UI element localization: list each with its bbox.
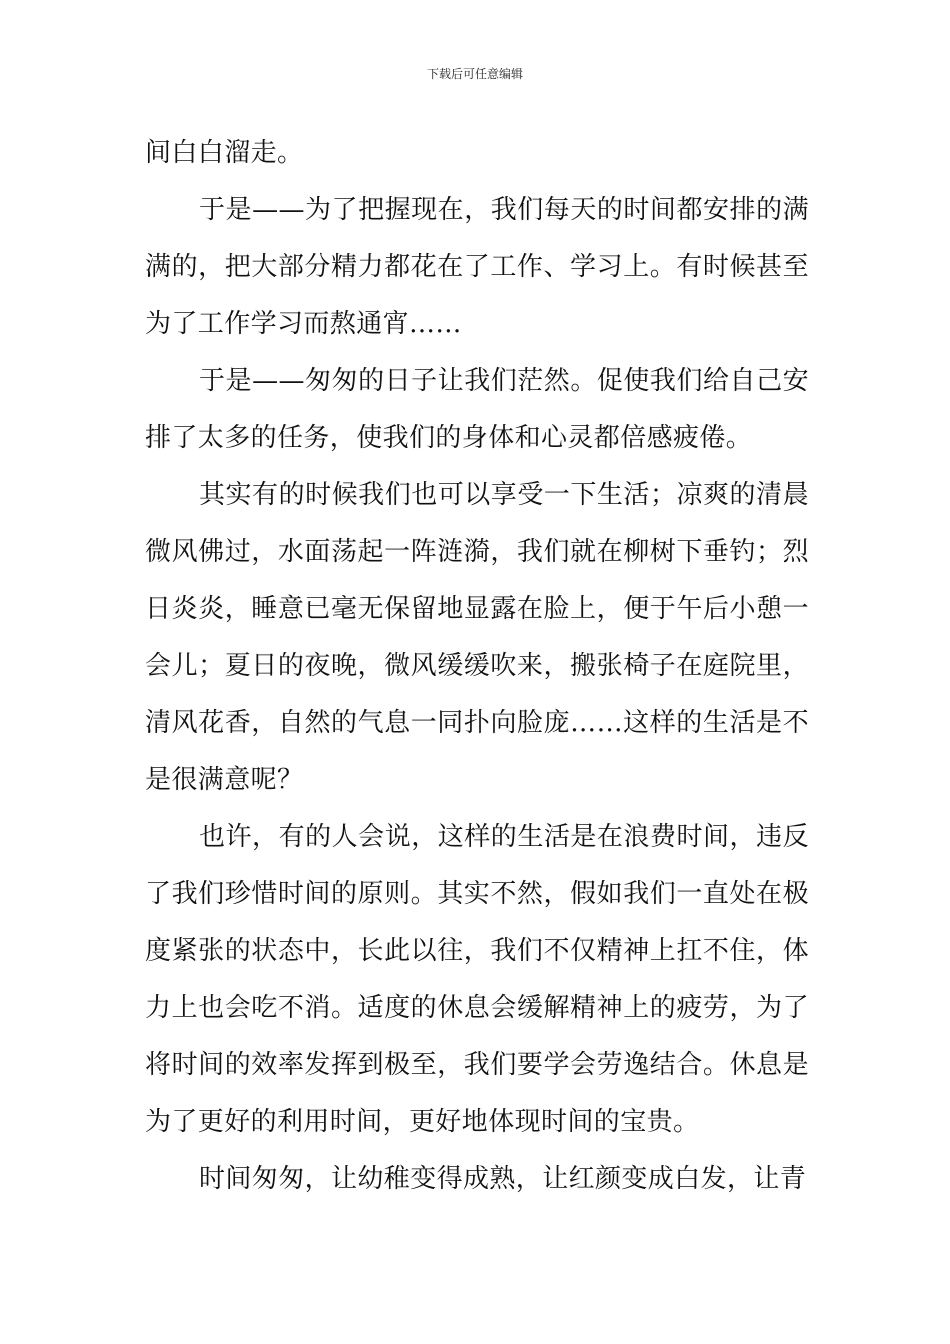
paragraph-2: 于是——为了把握现在，我们每天的时间都安排的满满的，把大部分精力都花在了工作、学习上。有时候甚至为了工作学习而熬通宵……: [145, 195, 809, 339]
page-header-note: 下载后可任意编辑: [426, 67, 523, 81]
paragraph-4: 其实有的时候我们也可以享受一下生活；凉爽的清晨微风佛过，水面荡起一阵涟漪，我们就在柳树下垂钓；烈日炎炎，睡意已毫无保留地显露在脸上，便于午后小憩一会儿；夏日的夜晚，微风缓缓吹来，搬张椅子在庭院里，清风花香，自然的气息一同扑向脸庞……这样的生活是不是很满意呢？: [145, 480, 809, 795]
paragraph-6: 时间匆匆，让幼稚变得成熟，让红颜变成白发，让青: [199, 1164, 807, 1194]
paragraph-5: 也许，有的人会说，这样的生活是在浪费时间，违反了我们珍惜时间的原则。其实不然，假如我们一直处在极度紧张的状态中，长此以往，我们不仅精神上扛不住，体力上也会吃不消。适度的休息会缓解精神上的疲劳，为了将时间的效率发挥到极至，我们要学会劳逸结合。休息是为了更好的利用时间，更好地体现时间的宝贵。: [145, 822, 809, 1137]
paragraph-1: 间白白溜走。: [145, 138, 304, 168]
paragraph-3: 于是——匆匆的日子让我们茫然。促使我们给自己安排了太多的任务，使我们的身体和心灵都倍感疲倦。: [145, 366, 809, 453]
document-body: [145, 125, 809, 1208]
